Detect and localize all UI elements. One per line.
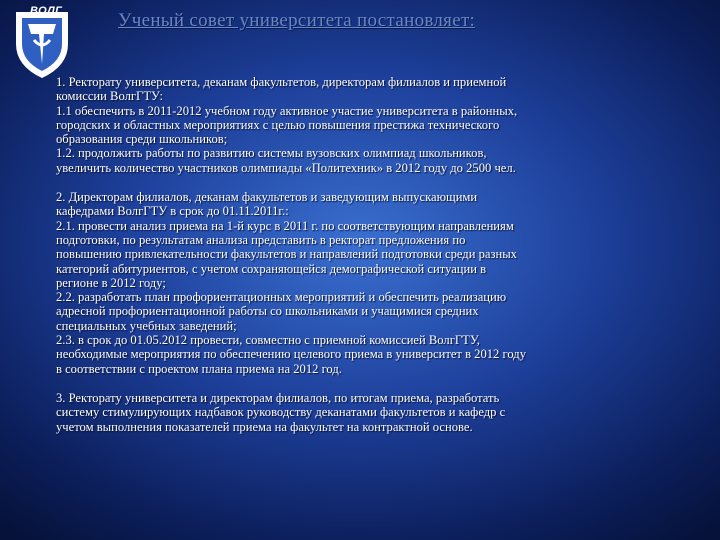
text-line: повышению привлекательности факультетов и направлений подготовки среди разных bbox=[56, 247, 517, 262]
text-line: 2.2. разработать план профориентационных мероприятий и обеспечить реализацию bbox=[56, 290, 507, 305]
text-line: комиссии ВолгГТУ: bbox=[56, 89, 163, 104]
text-line: адресной профориентационной работы со школьниками и учащимися средних bbox=[56, 304, 479, 319]
text-line: в соответствии с проектом плана приема на 2012 год. bbox=[56, 361, 342, 376]
text-line: 2.1. провести анализ приема на 1-й курс в 2011 г. по соответствующим направлениям bbox=[56, 218, 514, 233]
university-logo bbox=[6, 4, 78, 80]
text-line: учетом выполнения показателей приема на факультет на контрактной основе. bbox=[56, 419, 473, 434]
text-line: подготовки, по результатам анализа представить в ректорат предложения по bbox=[56, 232, 466, 247]
text-line: городских и областных мероприятиях с целью повышения престижа технического bbox=[56, 117, 500, 132]
text-line: систему стимулирующих надбавок руководству деканатами факультетов и кафедр с bbox=[56, 405, 506, 420]
text-line: образования среди школьников; bbox=[56, 132, 228, 147]
paragraph-2 bbox=[56, 190, 696, 376]
resolution-text bbox=[56, 75, 696, 434]
paragraph-3 bbox=[56, 391, 696, 434]
text-line: 2.3. в срок до 01.05.2012 провести, совместно с приемной комиссией ВолгГТУ, bbox=[56, 333, 480, 348]
text-line: увеличить количество участников олимпиады «Политехник» в 2012 году до 2500 чел. bbox=[56, 160, 516, 175]
text-line: 1. Ректорату университета, деканам факультетов, директорам филиалов и приемной bbox=[56, 75, 507, 89]
text-line: 2. Директорам филиалов, деканам факультетов и заведующим выпускающими bbox=[56, 190, 478, 205]
text-line: кафедрами ВолгГТУ в срок до 01.11.2011г.: bbox=[56, 204, 289, 219]
logo-text: ВОЛГ bbox=[30, 5, 63, 17]
text-line: регионе в 2012 году; bbox=[56, 275, 166, 290]
text-line: специальных учебных заведений; bbox=[56, 318, 237, 333]
text-line: необходимые мероприятия по обеспечению целевого приема в университет в 2012 году bbox=[56, 347, 526, 362]
text-line: 1.1 обеспечить в 2011-2012 учебном году активное участие университета в районных, bbox=[56, 103, 518, 118]
paragraph-1 bbox=[56, 75, 696, 175]
page-title: Ученый совет университета постановляет: bbox=[118, 10, 476, 31]
text-line: 1.2. продолжить работы по развитию системы вузовских олимпиад школьников, bbox=[56, 146, 487, 161]
text-line: категорий абитуриентов, с учетом сохраняющейся демографической ситуации в bbox=[56, 261, 487, 276]
text-line: 3. Ректорату университета и директорам филиалов, по итогам приема, разработать bbox=[56, 390, 500, 405]
